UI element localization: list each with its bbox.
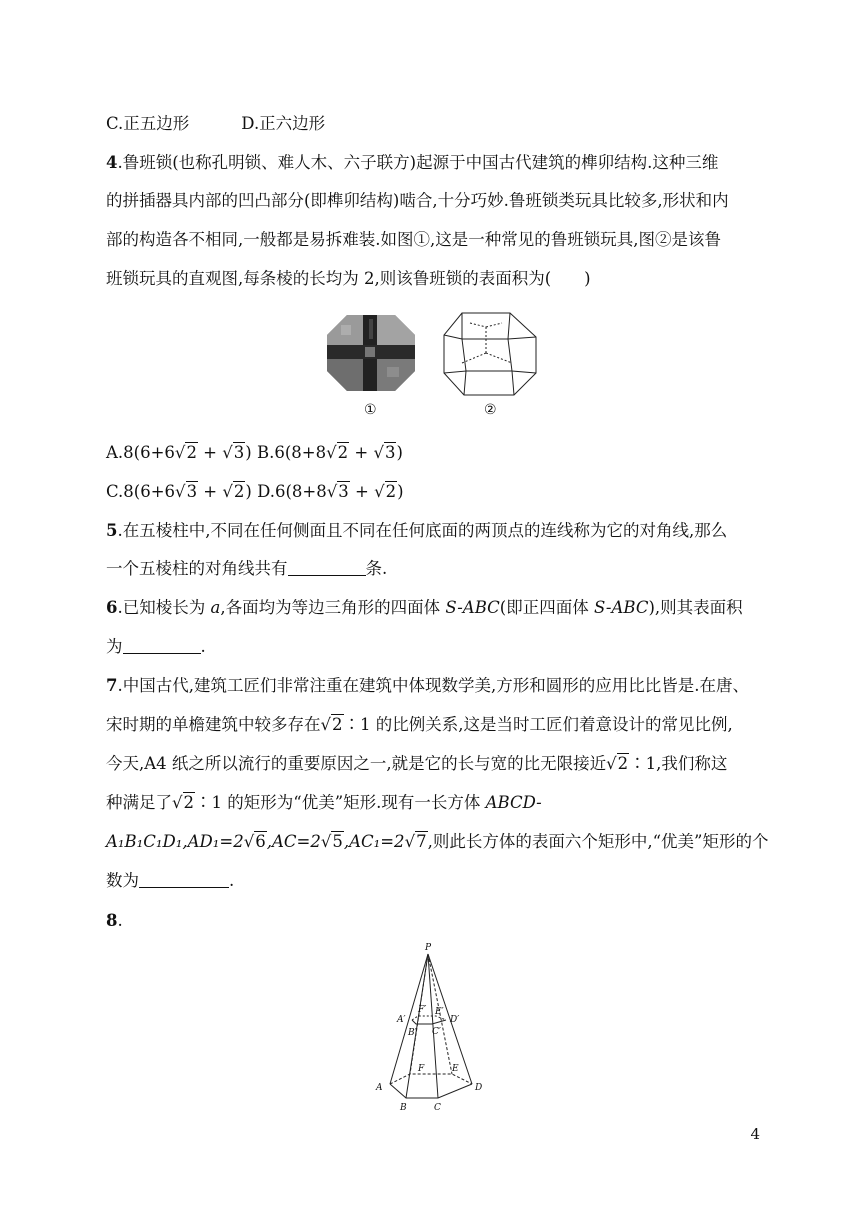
q5-text-1: .在五棱柱中,不同在任何侧面且不同在任何底面的两顶点的连线称为它的对角线,那么 bbox=[117, 521, 728, 540]
sqrt-5: √5 bbox=[320, 832, 343, 851]
figure-2-label: ② bbox=[484, 402, 497, 418]
pyramid-diagram bbox=[372, 938, 492, 1118]
figure-1-label: ① bbox=[364, 402, 377, 418]
q4-option-b: B.6(8+8√2 + √3) bbox=[256, 443, 403, 462]
q6-answer-blank[interactable] bbox=[123, 637, 201, 654]
sqrt-2: √2 bbox=[320, 715, 343, 734]
sqrt-2: √2 bbox=[174, 443, 197, 462]
q6-number: 6 bbox=[106, 598, 118, 617]
q7-line4: 种满足了√2∶1 的矩形为“优美”矩形.现有一长方体 ABCD- bbox=[106, 793, 542, 812]
q4-option-d: D.6(8+8√3 + √2) bbox=[257, 482, 404, 501]
q7-text-1: .中国古代,建筑工匠们非常注重在建筑中体现数学美,方形和圆形的应用比比皆是.在唐、 bbox=[117, 676, 749, 695]
label-C: C bbox=[434, 1103, 441, 1113]
label-E1: E′ bbox=[435, 1007, 444, 1017]
sqrt-3: √3 bbox=[175, 482, 198, 501]
label-E: E bbox=[452, 1064, 459, 1074]
q4-option-a: A.8(6+6√2 + √3) bbox=[106, 443, 252, 462]
q5-line2: 一个五棱柱的对角线共有 条. bbox=[106, 559, 388, 578]
q4-line2: 的拼插器具内部的凹凸部分(即榫卯结构)啮合,十分巧妙.鲁班锁类玩具比较多,形状和内 bbox=[106, 191, 729, 210]
page-number: 4 bbox=[750, 1125, 760, 1143]
q3-option-c: C.正五边形 bbox=[106, 114, 190, 133]
sqrt-6: √6 bbox=[243, 832, 266, 851]
sqrt-3: √3 bbox=[222, 443, 245, 462]
q7-number: 7 bbox=[106, 676, 118, 695]
luban-lock-photo bbox=[325, 313, 417, 393]
q5-answer-blank[interactable] bbox=[288, 559, 366, 576]
q4-options-ab bbox=[106, 442, 403, 464]
q5-number: 5 bbox=[106, 521, 118, 540]
label-D1: D′ bbox=[450, 1015, 460, 1025]
q5-line1 bbox=[106, 520, 727, 542]
sqrt-3: √3 bbox=[373, 443, 396, 462]
q7-line1 bbox=[106, 675, 749, 697]
q7-line6: 数为 . bbox=[106, 871, 235, 890]
sqrt-3: √3 bbox=[326, 482, 349, 501]
q4-line4: 班锁玩具的直观图,每条棱的长均为 2,则该鲁班锁的表面积为( ) bbox=[106, 269, 591, 288]
q8-number: 8 bbox=[106, 911, 118, 930]
q4-option-c: C.8(6+6√3 + √2) bbox=[106, 482, 252, 501]
q7-line3: 今天,A4 纸之所以流行的重要原因之一,就是它的长与宽的比无限接近√2∶1,我们称这 bbox=[106, 754, 728, 773]
q3-option-d: D.正六边形 bbox=[241, 114, 326, 133]
q4-line1 bbox=[106, 152, 718, 174]
sqrt-2: √2 bbox=[222, 482, 245, 501]
q6-line2: 为 . bbox=[106, 637, 206, 656]
label-F1: F′ bbox=[418, 1005, 427, 1015]
sqrt-2: √2 bbox=[606, 754, 629, 773]
label-P: P bbox=[425, 943, 432, 953]
label-B1: B′ bbox=[408, 1028, 417, 1038]
q4-text-1: .鲁班锁(也称孔明锁、难人木、六子联方)起源于中国古代建筑的榫卯结构.这种三维 bbox=[117, 153, 719, 172]
sqrt-2: √2 bbox=[374, 482, 397, 501]
label-D: D bbox=[475, 1083, 483, 1093]
q4-line3: 部的构造各不相同,一般都是易拆难装.如图①,这是一种常见的鲁班锁玩具,图②是该鲁 bbox=[106, 230, 721, 249]
q4-options-cd bbox=[106, 481, 404, 503]
label-C1: C′ bbox=[432, 1027, 441, 1037]
q4-number: 4 bbox=[106, 153, 118, 172]
q3-options-cd bbox=[106, 113, 325, 135]
q7-line5: A₁B₁C₁D₁,AD₁=2√6,AC=2√5,AC₁=2√7,则此长方体的表面六个矩形中,“优美”矩形的个 bbox=[106, 832, 769, 851]
label-B: B bbox=[400, 1103, 407, 1113]
luban-lock-diagram bbox=[440, 311, 540, 397]
label-A1: A′ bbox=[397, 1015, 406, 1025]
sqrt-7: √7 bbox=[404, 832, 427, 851]
sqrt-2: √2 bbox=[172, 793, 195, 812]
sqrt-2: √2 bbox=[326, 443, 349, 462]
label-F: F bbox=[418, 1064, 425, 1074]
q8-line: 8. bbox=[106, 911, 123, 930]
q6-line1: 6.已知棱长为 a,各面均为等边三角形的四面体 S-ABC(即正四面体 S-ABC),则其表面积 bbox=[106, 598, 743, 617]
label-A: A bbox=[376, 1083, 383, 1093]
q7-line2: 宋时期的单檐建筑中较多存在√2∶1 的比例关系,这是当时工匠们着意设计的常见比例, bbox=[106, 715, 733, 734]
q7-answer-blank[interactable] bbox=[139, 871, 229, 888]
